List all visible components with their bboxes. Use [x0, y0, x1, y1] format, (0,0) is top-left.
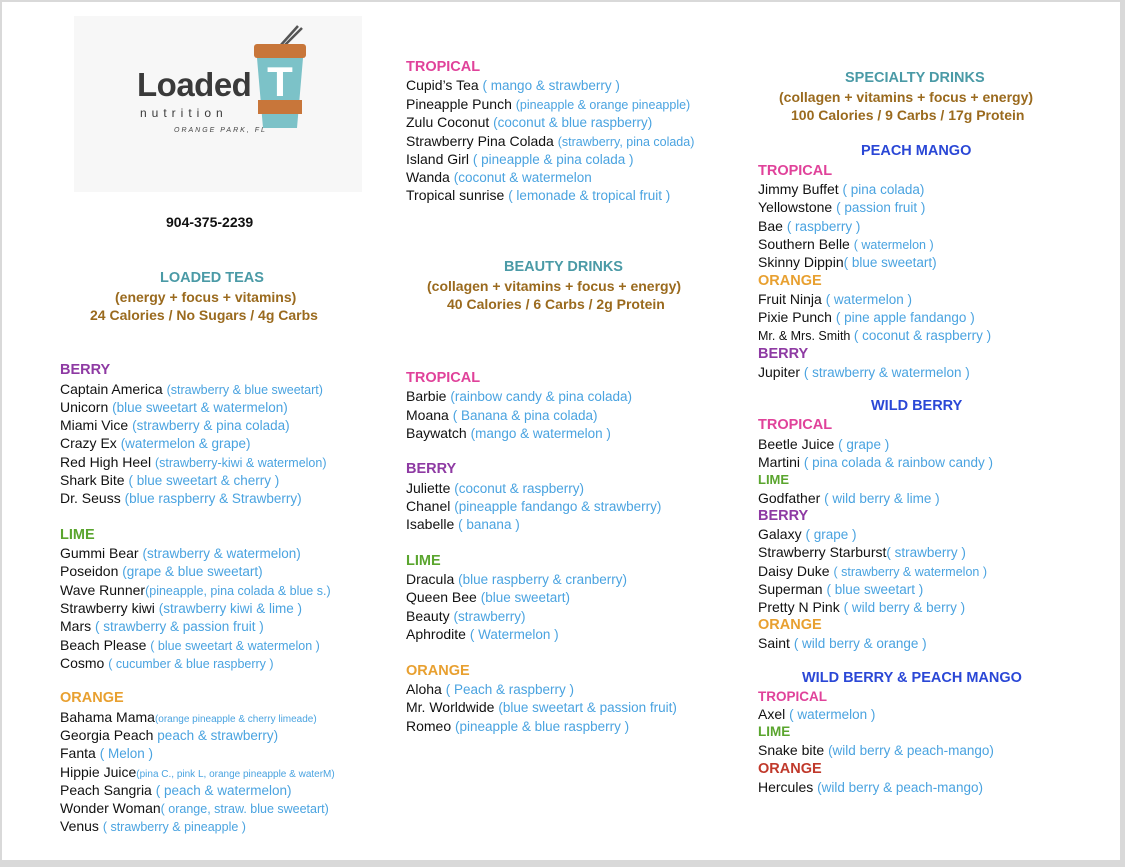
wild-berry-title: WILD BERRY [871, 398, 963, 414]
category-berry: BERRY [758, 508, 809, 524]
drink-item: Wave Runner(pineapple, pina colada & blue s.) [60, 582, 331, 598]
drink-item: Venus ( strawberry & pineapple ) [60, 818, 246, 834]
category-lime: LIME [60, 527, 95, 543]
drink-item: Strawberry Starburst( strawberry ) [758, 544, 966, 560]
wild-berry-peach-mango-title: WILD BERRY & PEACH MANGO [802, 670, 1022, 686]
category-orange: ORANGE [406, 663, 470, 679]
drink-item: Chanel (pineapple fandango & strawberry) [406, 498, 662, 514]
drink-item: Fanta ( Melon ) [60, 745, 153, 761]
category-tropical: TROPICAL [406, 59, 481, 75]
drink-item: Mr. Worldwide (blue sweetart & passion fruit) [406, 699, 677, 715]
drink-item: Yellowstone ( passion fruit ) [758, 199, 926, 215]
category-lime: LIME [758, 472, 790, 487]
drink-item: Queen Bee (blue sweetart) [406, 589, 571, 605]
category-berry: BERRY [406, 461, 457, 477]
loaded-teas-title: LOADED TEAS [160, 270, 264, 286]
drink-item: Dracula (blue raspberry & cranberry) [406, 571, 627, 587]
logo [74, 16, 362, 192]
drink-item: Beauty (strawberry) [406, 608, 526, 624]
drink-item: Gummi Bear (strawberry & watermelon) [60, 545, 301, 561]
drink-item: Hippie Juice(pina C., pink L, orange pineapple & waterM) [60, 764, 335, 780]
drink-item: Pretty N Pink ( wild berry & berry ) [758, 599, 966, 615]
category-orange: ORANGE [758, 761, 822, 777]
drink-item: Southern Belle ( watermelon ) [758, 236, 934, 252]
category-berry: BERRY [60, 362, 111, 378]
drink-item: Strawberry Pina Colada (strawberry, pina colada) [406, 133, 695, 149]
drink-item: Poseidon (grape & blue sweetart) [60, 563, 263, 579]
drink-item: Tropical sunrise ( lemonade & tropical fruit ) [406, 187, 671, 203]
loaded-teas-nutrition: 24 Calories / No Sugars / 4g Carbs [90, 307, 318, 323]
phone-number: 904-375-2239 [166, 214, 254, 230]
drink-item: Peach Sangria ( peach & watermelon) [60, 782, 292, 798]
cup-icon [250, 24, 310, 134]
drink-item: Georgia Peach peach & strawberry) [60, 727, 279, 743]
drink-item: Juliette (coconut & raspberry) [406, 480, 585, 496]
drink-item: Strawberry kiwi (strawberry kiwi & lime ) [60, 600, 303, 616]
drink-item: Unicorn (blue sweetart & watermelon) [60, 399, 288, 415]
drink-item: Zulu Coconut (coconut & blue raspberry) [406, 114, 653, 130]
drink-item: Daisy Duke ( strawberry & watermelon ) [758, 563, 987, 579]
specialty-drinks-title: SPECIALTY DRINKS [845, 70, 985, 86]
drink-item: Wonder Woman( orange, straw. blue sweetart) [60, 800, 329, 816]
category-tropical: TROPICAL [406, 370, 481, 386]
drink-item: Wanda (coconut & watermelon [406, 169, 592, 185]
logo-name: Loaded [137, 66, 252, 103]
category-orange: ORANGE [60, 690, 124, 706]
drink-item: Red High Heel (strawberry-kiwi & watermelon) [60, 454, 327, 470]
drink-item: Island Girl ( pineapple & pina colada ) [406, 151, 634, 167]
peach-mango-title: PEACH MANGO [861, 143, 972, 159]
beauty-drinks-title: BEAUTY DRINKS [504, 259, 623, 275]
drink-item: Jupiter ( strawberry & watermelon ) [758, 364, 970, 380]
drink-item: Fruit Ninja ( watermelon ) [758, 291, 912, 307]
category-orange: ORANGE [758, 617, 822, 633]
specialty-drinks-subtitle: (collagen + vitamins + focus + energy) [779, 89, 1034, 105]
drink-item: Beach Please ( blue sweetart & watermelon ) [60, 637, 320, 653]
logo-letter: T [267, 58, 293, 105]
drink-item: Dr. Seuss (blue raspberry & Strawberry) [60, 490, 302, 506]
drink-item: Pineapple Punch (pineapple & orange pineapple) [406, 96, 691, 112]
drink-item: Aphrodite ( Watermelon ) [406, 626, 559, 642]
drink-item: Pixie Punch ( pine apple fandango ) [758, 309, 975, 325]
drink-item: Axel ( watermelon ) [758, 706, 876, 722]
drink-item: Superman ( blue sweetart ) [758, 581, 924, 597]
drink-item: Cosmo ( cucumber & blue raspberry ) [60, 655, 274, 671]
category-tropical: TROPICAL [758, 417, 833, 433]
drink-item: Beetle Juice ( grape ) [758, 436, 890, 452]
drink-item: Barbie (rainbow candy & pina colada) [406, 388, 632, 404]
beauty-drinks-nutrition: 40 Calories / 6 Carbs / 2g Protein [447, 296, 665, 312]
drink-item: Galaxy ( grape ) [758, 526, 857, 542]
drink-item: Captain America (strawberry & blue sweetart) [60, 381, 323, 397]
drink-item: Martini ( pina colada & rainbow candy ) [758, 454, 994, 470]
category-lime: LIME [758, 724, 791, 739]
drink-item: Romeo (pineapple & blue raspberry ) [406, 718, 630, 734]
logo-location: ORANGE PARK, FL [174, 127, 267, 134]
category-berry: BERRY [758, 346, 809, 362]
drink-item: Jimmy Buffet ( pina colada) [758, 181, 925, 197]
drink-item: Saint ( wild berry & orange ) [758, 635, 927, 651]
loaded-teas-subtitle: (energy + focus + vitamins) [115, 289, 297, 305]
logo-subtitle: nutrition [140, 106, 228, 120]
category-orange: ORANGE [758, 273, 822, 289]
drink-item: Moana ( Banana & pina colada) [406, 407, 598, 423]
drink-item: Godfather ( wild berry & lime ) [758, 490, 940, 506]
drink-item: Baywatch (mango & watermelon ) [406, 425, 611, 441]
drink-item: Skinny Dippin( blue sweetart) [758, 254, 937, 270]
drink-item: Hercules (wild berry & peach-mango) [758, 779, 983, 795]
drink-item: Mars ( strawberry & passion fruit ) [60, 618, 264, 634]
category-tropical: TROPICAL [758, 689, 827, 704]
drink-item: Shark Bite ( blue sweetart & cherry ) [60, 472, 280, 488]
category-tropical: TROPICAL [758, 163, 833, 179]
drink-item: Mr. & Mrs. Smith ( coconut & raspberry ) [758, 328, 992, 343]
drink-item: Miami Vice (strawberry & pina colada) [60, 417, 290, 433]
specialty-drinks-nutrition: 100 Calories / 9 Carbs / 17g Protein [791, 107, 1025, 123]
menu-page [2, 2, 1120, 860]
drink-item: Bahama Mama(orange pineapple & cherry limeade) [60, 709, 317, 725]
beauty-drinks-subtitle: (collagen + vitamins + focus + energy) [427, 278, 682, 294]
drink-item: Snake bite (wild berry & peach-mango) [758, 742, 994, 758]
drink-item: Crazy Ex (watermelon & grape) [60, 435, 251, 451]
drink-item: Aloha ( Peach & raspberry ) [406, 681, 574, 697]
drink-item: Isabelle ( banana ) [406, 516, 520, 532]
category-lime: LIME [406, 553, 441, 569]
drink-item: Cupid’s Tea ( mango & strawberry ) [406, 77, 620, 93]
drink-item: Bae ( raspberry ) [758, 218, 861, 234]
